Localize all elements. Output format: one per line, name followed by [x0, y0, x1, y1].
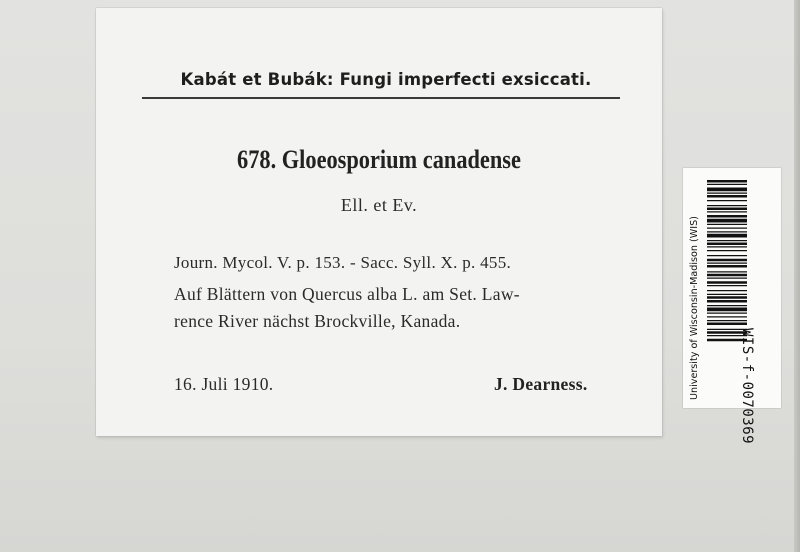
specimen-label	[96, 8, 662, 436]
literature-reference: Journ. Mycol. V. p. 153. - Sacc. Syll. X. p. 455.	[174, 253, 512, 272]
locality-line-1: Auf Blättern von Quercus alba L. am Set. Law-	[174, 284, 520, 304]
species-title: 678. Gloeosporium canadense	[237, 145, 521, 174]
collection-date: 16. Juli 1910.	[174, 374, 274, 394]
species-authority: Ell. et Ev.	[340, 195, 418, 215]
header-rule	[142, 97, 620, 99]
institution-text: University of Wisconsin-Madison (WIS)	[689, 216, 700, 400]
barcode-label	[683, 168, 781, 445]
locality-line-2: rence River nächst Brockville, Kanada.	[174, 311, 461, 331]
sheet-edge	[794, 0, 800, 552]
collector-name: J. Dearness.	[494, 374, 588, 394]
specimen-code: WIS-f-0070369	[739, 328, 755, 445]
series-header: Kabát et Bubák: Fungi imperfecti exsiccati.	[180, 70, 592, 89]
